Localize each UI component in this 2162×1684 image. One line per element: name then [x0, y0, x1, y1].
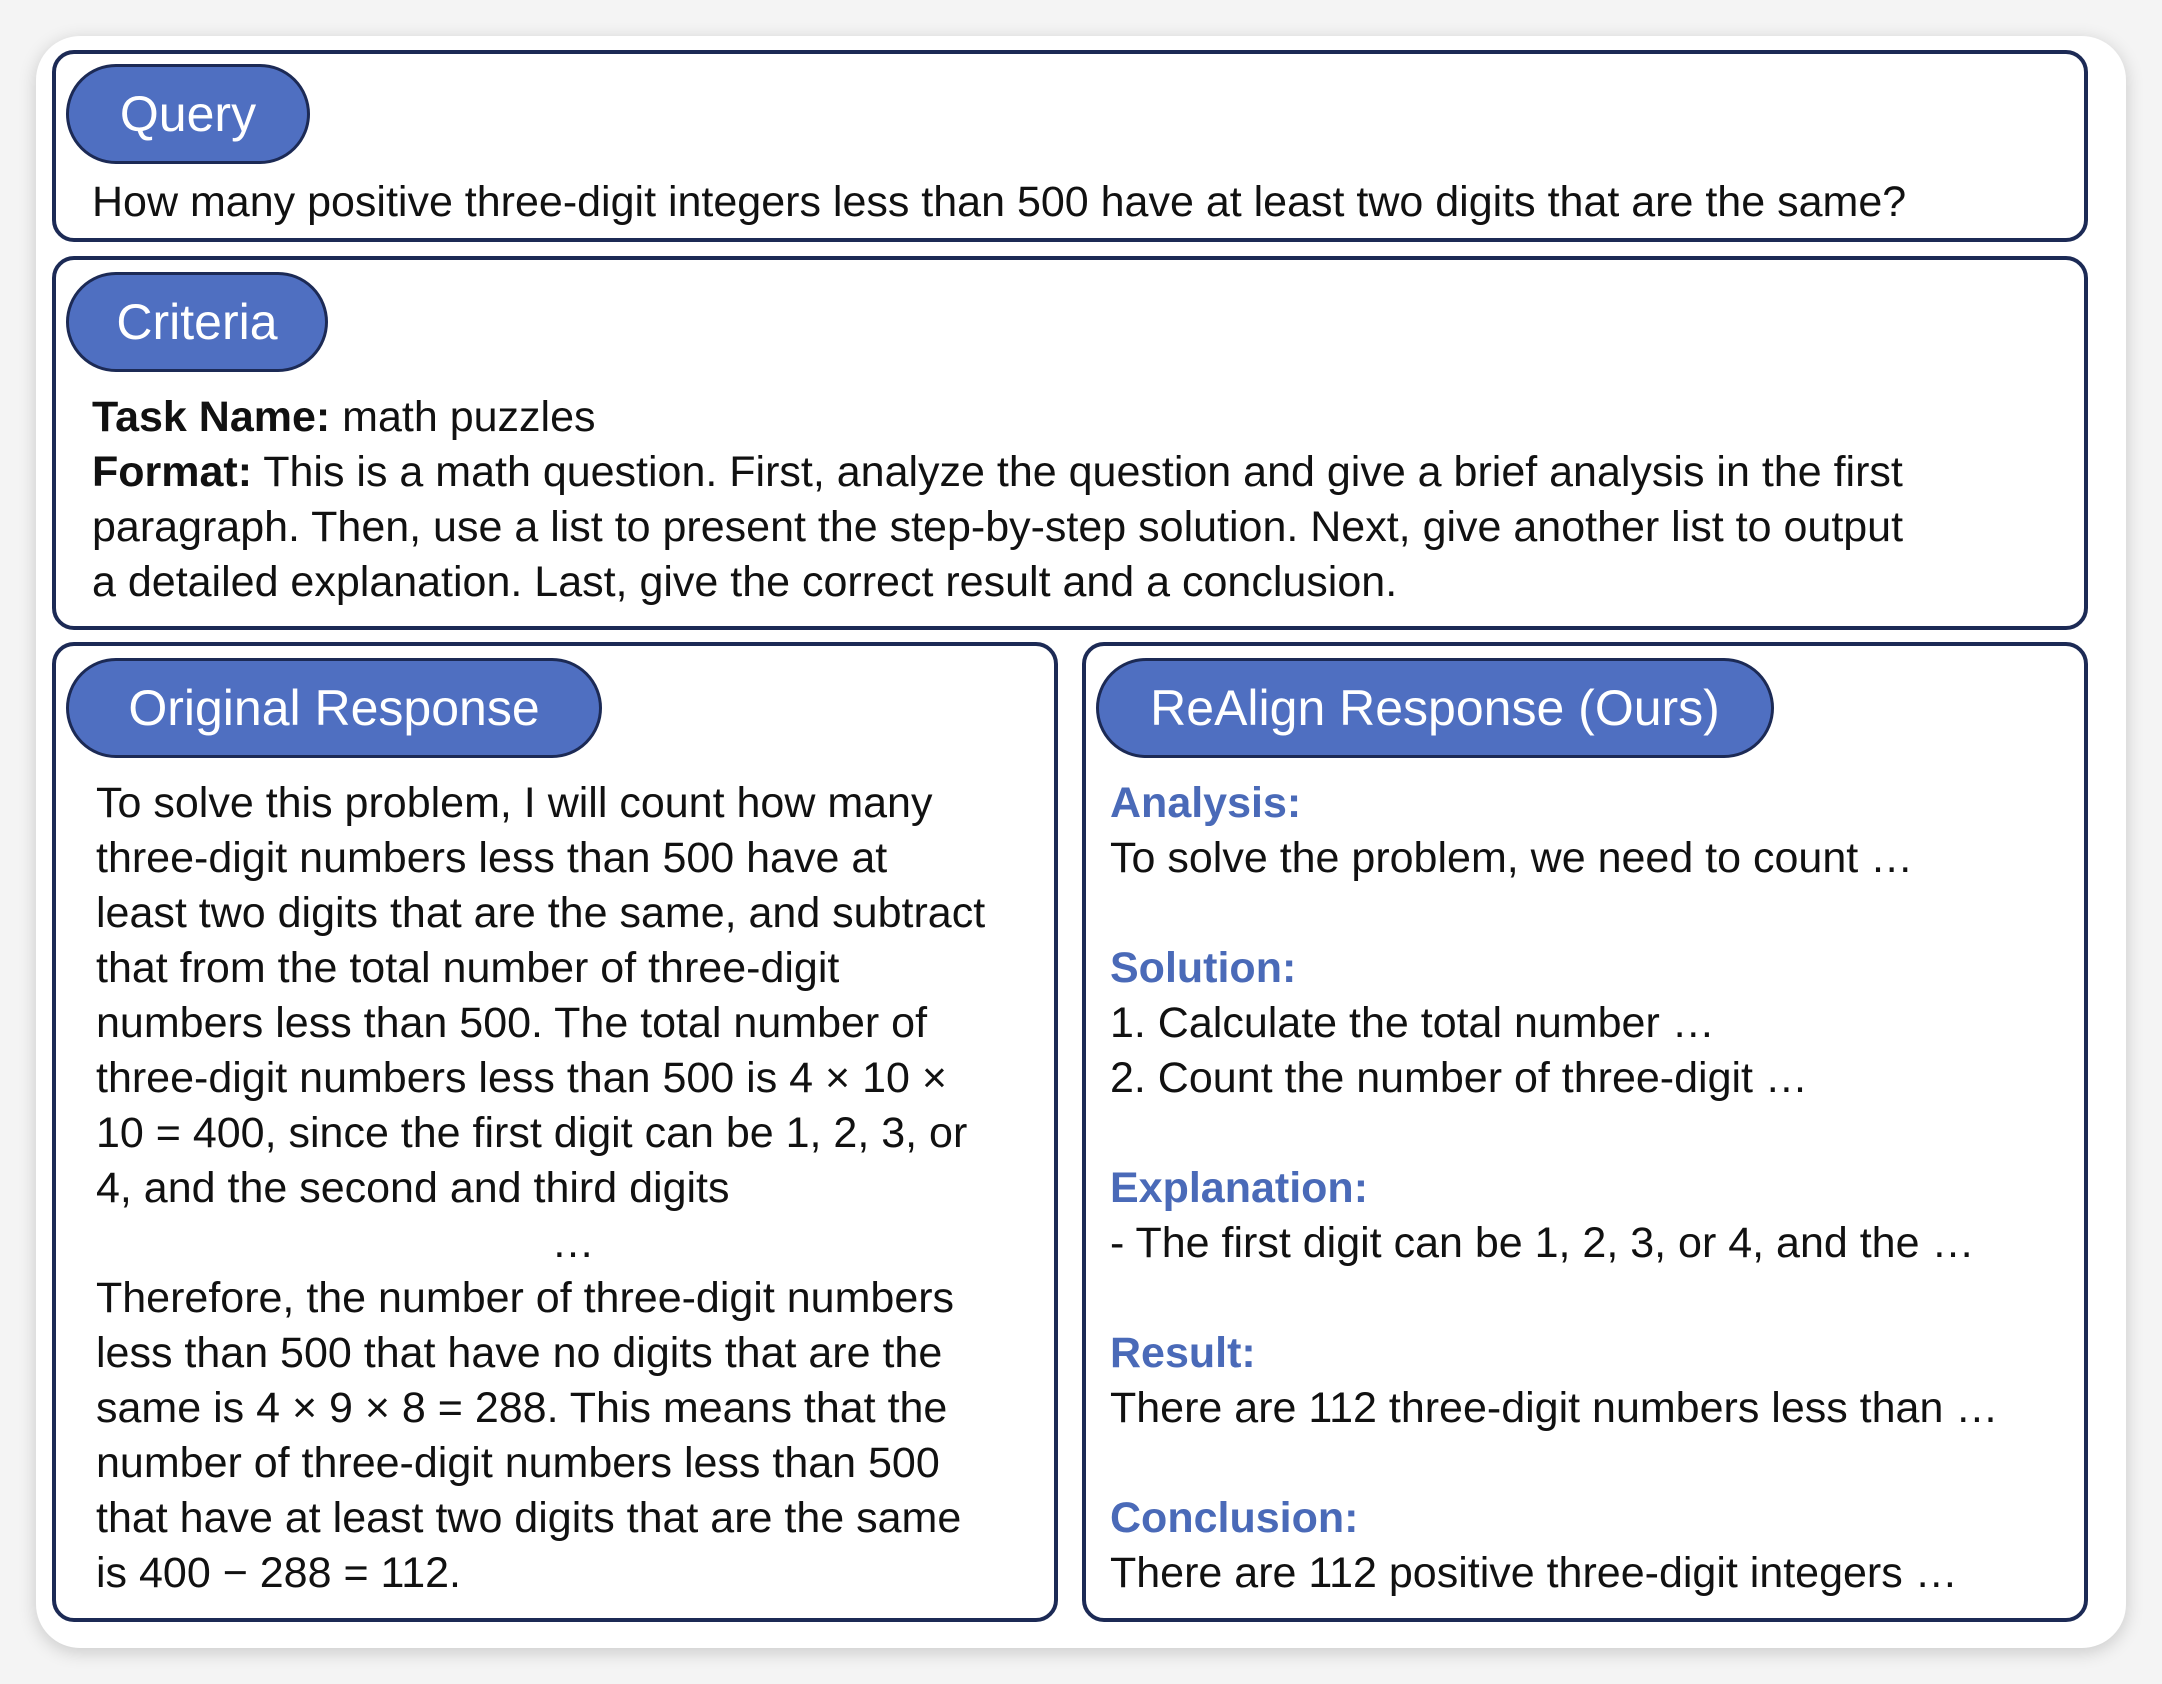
task-name-line — [92, 390, 1903, 445]
original-response-label: Original Response — [66, 658, 602, 758]
section-line: 2. Count the number of three-digit … — [1110, 1054, 1808, 1102]
query-text: How many positive three-digit integers less than 500 have at least two digits that are the same? — [92, 178, 1907, 226]
response-line: least two digits that are the same, and subtract — [96, 889, 986, 937]
section-line: To solve the problem, we need to count … — [1110, 834, 1914, 882]
solution-section — [1110, 941, 2070, 1106]
query-label: Query — [66, 64, 310, 164]
response-line: numbers less than 500. The total number of — [96, 999, 928, 1047]
section-heading: Conclusion: — [1110, 1494, 1359, 1542]
response-line: number of three-digit numbers less than 500 — [96, 1439, 940, 1487]
task-name-key: Task Name: — [92, 393, 331, 441]
section-line: There are 112 positive three-digit integers … — [1110, 1549, 1958, 1597]
realign-response-text — [1110, 776, 2070, 1601]
response-line: less than 500 that have no digits that are the — [96, 1329, 943, 1377]
response-line: Therefore, the number of three-digit numbers — [96, 1274, 955, 1322]
realign-response-label: ReAlign Response (Ours) — [1096, 658, 1774, 758]
analysis-section — [1110, 776, 2070, 886]
response-line: To solve this problem, I will count how many — [96, 779, 933, 827]
section-line: 1. Calculate the total number … — [1110, 999, 1715, 1047]
explanation-section — [1110, 1161, 2070, 1271]
format-line: paragraph. Then, use a list to present the step-by-step solution. Next, give another list to output — [92, 503, 1904, 551]
section-line: - The first digit can be 1, 2, 3, or 4, and the … — [1110, 1219, 1975, 1267]
format-line-text: This is a math question. First, analyze the question and give a brief analysis in the first — [252, 448, 1903, 496]
section-heading: Solution: — [1110, 944, 1297, 992]
response-line: is 400 − 288 = 112. — [96, 1549, 461, 1597]
criteria-label: Criteria — [66, 272, 328, 372]
result-section — [1110, 1326, 2070, 1436]
response-line: same is 4 × 9 × 8 = 288. This means that the — [96, 1384, 948, 1432]
response-line: three-digit numbers less than 500 is 4 × 10 × — [96, 1054, 947, 1102]
response-line: that have at least two digits that are the same — [96, 1494, 962, 1542]
section-heading: Result: — [1110, 1329, 1256, 1377]
response-line: three-digit numbers less than 500 have at — [96, 834, 888, 882]
section-line: There are 112 three-digit numbers less than … — [1110, 1384, 1999, 1432]
section-heading: Explanation: — [1110, 1164, 1369, 1212]
format-key: Format: — [92, 448, 253, 496]
original-response-text — [96, 776, 1050, 1601]
ellipsis-line: … — [551, 1219, 595, 1267]
response-line: 10 = 400, since the first digit can be 1, 2, 3, or — [96, 1109, 968, 1157]
response-line: 4, and the second and third digits — [96, 1164, 730, 1212]
format-line — [92, 445, 1903, 500]
task-name-value: math puzzles — [330, 393, 596, 441]
response-line: that from the total number of three-digit — [96, 944, 840, 992]
section-heading: Analysis: — [1110, 779, 1302, 827]
format-line: a detailed explanation. Last, give the correct result and a conclusion. — [92, 558, 1398, 606]
criteria-text — [92, 390, 1903, 610]
conclusion-section — [1110, 1491, 2070, 1601]
